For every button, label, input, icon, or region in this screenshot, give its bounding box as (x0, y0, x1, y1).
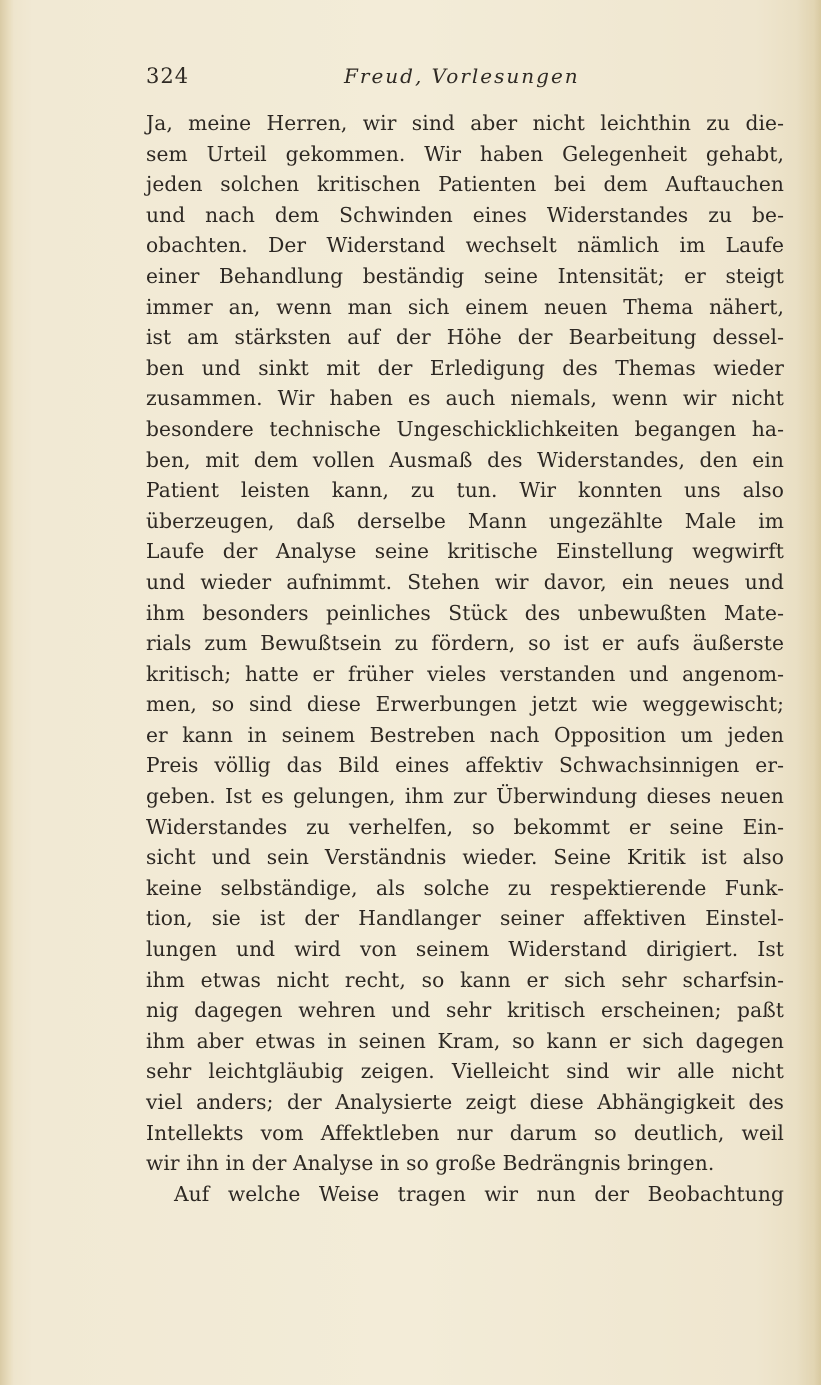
text-line: tion, sie ist der Handlanger seiner affektiven Einstel- (146, 906, 784, 931)
text-line: Intellekts vom Affektleben nur darum so deutlich, weil (146, 1120, 784, 1145)
text-line: er kann in seinem Bestreben nach Opposition um jeden (146, 722, 784, 747)
text-line: ben und sinkt mit der Erledigung des Themas wieder (146, 355, 784, 380)
text-line: Widerstandes zu verhelfen, so bekommt er seine Ein- (146, 814, 784, 839)
text-line: kritisch; hatte er früher vieles verstanden und angenom- (146, 661, 784, 686)
text-line: jeden solchen kritischen Patienten bei dem Auftauchen (146, 172, 784, 197)
text-line: viel anders; der Analysierte zeigt diese Abhängigkeit des (146, 1090, 784, 1114)
book-gutter (0, 0, 14, 1385)
running-title: Freud, Vorlesungen (344, 64, 580, 88)
page-header (146, 64, 746, 94)
page-edge (797, 0, 821, 1385)
text-line: wir ihn in der Analyse in so große Bedrängnis bringen. (146, 1151, 715, 1176)
text-line: Preis völlig das Bild eines affektiv Schwachsinnigen er- (146, 753, 784, 778)
text-line: nig dagegen wehren und sehr kritisch erscheinen; paßt (146, 998, 784, 1023)
text-line: besondere technische Ungeschicklichkeiten begangen ha- (146, 416, 784, 441)
text-line: ben, mit dem vollen Ausmaß des Widerstandes, den ein (146, 447, 784, 472)
text-line: überzeugen, daß derselbe Mann ungezählte Male im (146, 508, 784, 533)
text-line: keine selbständige, als solche zu respektierende Funk- (146, 875, 784, 900)
text-line: und nach dem Schwinden eines Widerstandes zu be- (146, 202, 784, 227)
text-line: geben. Ist es gelungen, ihm zur Überwindung dieses neuen (146, 784, 784, 809)
text-line: immer an, wenn man sich einem neuen Thema nähert, (146, 294, 784, 319)
text-line: einer Behandlung beständig seine Intensität; er steigt (146, 263, 784, 288)
text-line: lungen und wird von seinem Widerstand dirigiert. Ist (146, 937, 784, 962)
text-line: sem Urteil gekommen. Wir haben Gelegenheit gehabt, (146, 141, 784, 166)
text-line: ihm etwas nicht recht, so kann er sich sehr scharfsin- (146, 967, 784, 992)
page-number: 324 (146, 64, 190, 88)
text-line: Auf welche Weise tragen wir nun der Beobachtung (174, 1181, 784, 1206)
text-line: ist am stärksten auf der Höhe der Bearbeitung dessel- (146, 325, 784, 350)
text-line: und wieder aufnimmt. Stehen wir davor, ein neues und (146, 569, 784, 594)
body-text (146, 108, 784, 1209)
text-line: sehr leichtgläubig zeigen. Vielleicht sind wir alle nicht (146, 1059, 784, 1084)
text-line: men, so sind diese Erwerbungen jetzt wie weggewischt; (146, 692, 784, 717)
text-line: sicht und sein Verständnis wieder. Seine Kritik ist also (146, 845, 784, 870)
text-line: ihm aber etwas in seinen Kram, so kann er sich dagegen (146, 1028, 784, 1053)
text-line: ihm besonders peinliches Stück des unbewußten Mate- (146, 600, 784, 625)
text-line: Ja, meine Herren, wir sind aber nicht leichthin zu die- (146, 111, 784, 135)
text-line: zusammen. Wir haben es auch niemals, wenn wir nicht (146, 386, 784, 411)
text-line: obachten. Der Widerstand wechselt nämlich im Laufe (146, 233, 784, 258)
text-line: rials zum Bewußtsein zu fördern, so ist er aufs äußerste (146, 631, 784, 656)
text-line: Patient leisten kann, zu tun. Wir konnten uns also (146, 478, 784, 503)
text-line: Laufe der Analyse seine kritische Einstellung wegwirft (146, 539, 784, 564)
